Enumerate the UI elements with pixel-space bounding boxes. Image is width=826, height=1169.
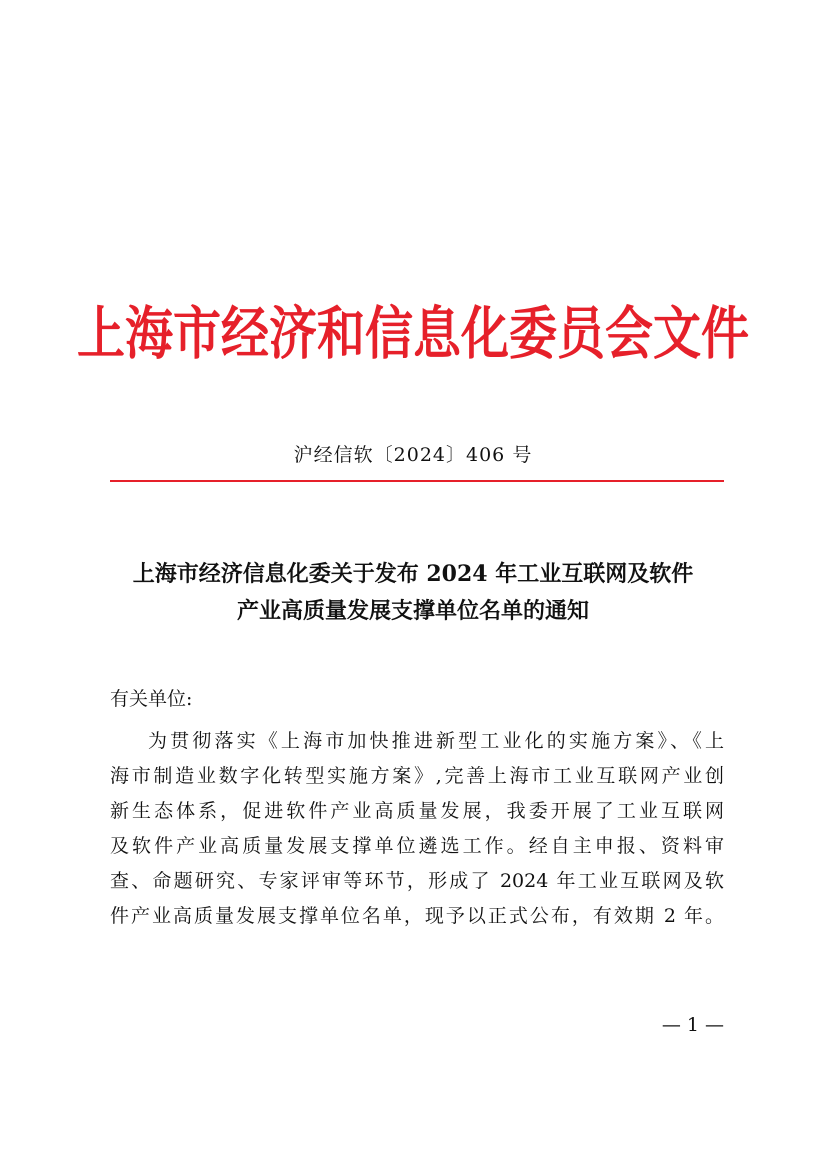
title-line: 上海市经济信息化委关于发布 2024 年工业互联网及软件 <box>132 561 694 587</box>
body-line: 查、命题研究、专家评审等环节，形成了 2024 年工业互联网及软 <box>110 870 724 892</box>
body-line: 海市制造业数字化转型实施方案》,完善上海市工业互联网产业创 <box>110 765 724 787</box>
body-line: 件产业高质量发展支撑单位名单，现予以正式公布，有效期 2 年。 <box>110 905 724 927</box>
greeting: 有关单位: <box>110 688 193 710</box>
body-line: 新生态体系，促进软件产业高质量发展，我委开展了工业互联网 <box>110 800 724 822</box>
notice-title <box>90 556 736 630</box>
masthead-title: 上海市经济和信息化委员会文件 <box>76 300 749 368</box>
body-line: 为贯彻落实《上海市加快推进新型工业化的实施方案》、《上 <box>148 730 724 752</box>
red-divider-line <box>110 480 724 482</box>
document-number: 沪经信软〔2024〕406 号 <box>293 444 533 466</box>
body-line: 及软件产业高质量发展支撑单位遴选工作。经自主申报、资料审 <box>110 835 724 857</box>
page-number: — 1 — <box>661 1014 724 1036</box>
body-paragraph <box>110 724 724 934</box>
title-line: 产业高质量发展支撑单位名单的通知 <box>236 598 589 624</box>
